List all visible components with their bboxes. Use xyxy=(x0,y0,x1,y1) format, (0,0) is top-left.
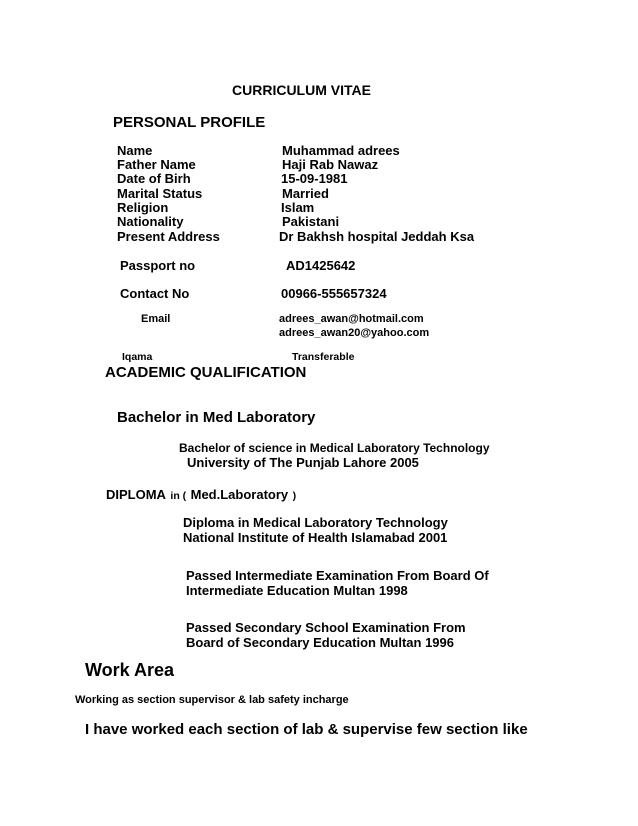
personal-profile-heading: PERSONAL PROFILE xyxy=(113,114,266,131)
academic-heading: ACADEMIC QUALIFICATION xyxy=(105,364,307,381)
contact-value: 00966-555657324 xyxy=(281,286,387,301)
dob-value: 15-09-1981 xyxy=(281,171,348,186)
name-label: Name xyxy=(117,143,153,158)
nationality-value: Pakistani xyxy=(282,214,340,229)
present-address-label: Present Address xyxy=(117,229,220,244)
intermediate-line-2: Intermediate Education Multan 1998 xyxy=(186,583,408,598)
marital-status-label: Marital Status xyxy=(117,186,203,201)
bachelor-description: Bachelor of science in Medical Laboratory Technology xyxy=(179,441,490,455)
religion-label: Religion xyxy=(117,200,169,215)
secondary-line-1: Passed Secondary School Examination From xyxy=(186,620,466,635)
bachelor-title: Bachelor in Med Laboratory xyxy=(117,409,316,426)
father-name-value: Haji Rab Nawaz xyxy=(282,157,379,172)
diploma-description: Diploma in Medical Laboratory Technology xyxy=(183,515,448,530)
document-title: CURRICULUM VITAE xyxy=(232,82,371,98)
diploma-in: in ( xyxy=(170,490,187,502)
dob-label: Date of Birh xyxy=(117,171,191,186)
bachelor-institution: University of The Punjab Lahore 2005 xyxy=(187,455,419,470)
diploma-subject: Med.Laboratory xyxy=(190,487,289,502)
iqama-value: Transferable xyxy=(292,351,355,363)
email-secondary: adrees_awan20@yahoo.com xyxy=(279,327,430,339)
name-value: Muhammad adrees xyxy=(282,143,400,158)
diploma-institution: National Institute of Health Islamabad 2001 xyxy=(183,530,448,545)
contact-label: Contact No xyxy=(120,286,190,301)
work-summary: I have worked each section of lab & supervise few section like xyxy=(85,721,528,738)
present-address-value: Dr Bakhsh hospital Jeddah Ksa xyxy=(279,229,475,244)
secondary-line-2: Board of Secondary Education Multan 1996 xyxy=(186,635,454,650)
iqama-label: Iqama xyxy=(122,351,153,363)
marital-status-value: Married xyxy=(282,186,329,201)
passport-label: Passport no xyxy=(120,258,196,273)
intermediate-line-1: Passed Intermediate Examination From Board Of xyxy=(186,568,489,583)
email-primary: adrees_awan@hotmail.com xyxy=(279,313,424,325)
work-area-heading: Work Area xyxy=(85,660,175,680)
father-name-label: Father Name xyxy=(117,157,196,172)
passport-value: AD1425642 xyxy=(286,258,356,273)
diploma-heading xyxy=(106,486,296,504)
nationality-label: Nationality xyxy=(117,214,184,229)
diploma-word: DIPLOMA xyxy=(106,487,166,502)
religion-value: Islam xyxy=(281,200,315,215)
diploma-close: ) xyxy=(292,490,297,502)
work-role: Working as section supervisor & lab safety incharge xyxy=(75,694,349,706)
email-label: Email xyxy=(141,313,171,325)
